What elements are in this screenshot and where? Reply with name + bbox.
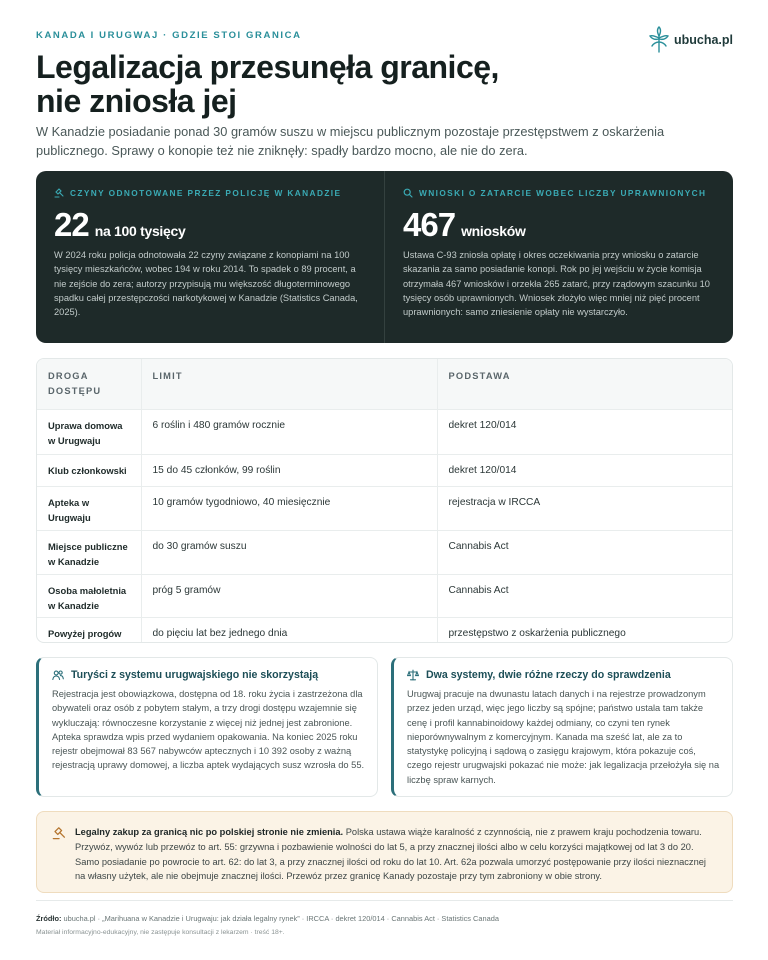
table-row [37, 531, 732, 575]
scale-icon [407, 669, 419, 681]
note-text [75, 825, 714, 884]
cell-route: Powyżej progów [37, 618, 141, 644]
access-routes-table [36, 358, 733, 643]
source-label: Źródło: [36, 914, 62, 923]
table-header-row [37, 359, 732, 410]
title-line-2: nie zniosła jej [36, 83, 237, 119]
table-row [37, 455, 732, 487]
stat-label: WNIOSKI O ZATARCIE WOBEC LICZBY UPRAWNIONYCH [403, 188, 715, 198]
table-row [37, 575, 732, 618]
legal-warning-note [36, 811, 733, 893]
stat-label: CZYNY ODNOTOWANE PRZEZ POLICJĘ W KANADZIE [54, 188, 366, 198]
note-body: Polska ustawa wiąże karalność z czynnością, nie z prawem kraju pochodzenia towaru. Przywóz, wywóz lub przewóz to art. 55: grzywna i pozbawienie wolności do lat 5, a przy znacznej ilości albo w celu korzyści majątkowej od lat 3 do 20. Samo posiadanie po powrocie to art. 62: do lat 3, a przy znacznej ilości od roku do lat 10. Art. 62a pozwala umorzyć postępowanie przy ilości nieznacznej na własny użytek, ale nie obejmuje znacznej ilości. Przewóz przez granicę Kanady pozostaje przy tym zabroniony w obie strony. [75, 827, 706, 882]
card-tourists [36, 657, 378, 797]
cell-limit: próg 5 gramów [141, 575, 437, 618]
logo-text: ubucha.pl [673, 33, 733, 47]
table-row [37, 410, 732, 455]
card-title: Turyści z systemu urugwajskiego nie skorzystają [52, 669, 365, 681]
stat-description: Ustawa C-93 zniosła opłatę i okres oczekiwania przy wniosku o zatarcie skazania za samo posiadanie konopi. Rok po jej wejściu w życie komisja otrzymała 467 wniosków i orzekła 265 zatarć, przy rządowym szacunku 10 tysięcy osób uprawnionych. Wniosek złożyło więc mniej niż pięć procent uprawnionych: samo zniesienie opłaty nie wystarczyło. [403, 250, 710, 318]
stat-figure [54, 205, 366, 245]
stat-number: 467 [403, 206, 456, 243]
cell-limit: 6 roślin i 480 gramów rocznie [141, 410, 437, 455]
cell-limit: 15 do 45 członków, 99 roślin [141, 455, 437, 487]
gavel-icon [54, 188, 64, 198]
cell-limit: do pięciu lat bez jednego dnia [141, 618, 437, 644]
card-text: Urugwaj pracuje na dwunastu latach danych i na rejestrze prowadzonym przez jeden urząd, więc jego liczby są spójne; państwo ustala tam także cenę i profil kannabinoidowy każdej odmiany, co czyni ten rynek nieporównywalnym z komercyjnym. Kanada ma sześć lat, ale za to statystykę policyjną i sądową o zasięgu krajowym, która pokazuje coś, czego rejestr urugwajski pokazać nie może: jak legalizacja przełożyła się na liczbę spraw karnych. [407, 689, 720, 785]
search-icon [403, 188, 413, 198]
cell-route: Apteka w Urugwaju [37, 487, 141, 531]
cell-route: Uprawa domowa w Urugwaju [37, 410, 141, 455]
cell-basis: Cannabis Act [437, 575, 732, 618]
disclaimer: Materiał informacyjno-edukacyjny, nie zastępuje konsultacji z lekarzem · treść 18+. [36, 929, 285, 936]
cell-route: Klub członkowski [37, 455, 141, 487]
stat-unit: na 100 tysięcy [94, 223, 186, 239]
card-text: Rejestracja jest obowiązkowa, dostępna od 18. roku życia i zastrzeżona dla obywateli oraz osób z pobytem stałym, a trzy drogi dostępu wzajemnie się wykluczają: równoczesne korzystanie z więcej niż jednej jest zabronione. Apteka sprawdza wpis przed wydaniem opakowania. Na koniec 2025 roku rejestr obejmował 83 567 nabywców aptecznych i 10 392 osoby z ważną rejestracją uprawy domowej, a liczba aptek wydających susz wzrosła do 55. [52, 689, 365, 771]
eyebrow: KANADA I URUGWAJ · GDZIE STOI GRANICA [36, 30, 302, 41]
cannabis-leaf-icon [649, 26, 669, 54]
table-row [37, 618, 732, 644]
intro-text: W Kanadzie posiadanie ponad 30 gramów suszu w miejscu publicznym pozostaje przestępstwem z oskarżenia publicznego. Sprawy o konopie też nie zniknęły: spadły bardzo mocno, ale nie do zera. [36, 124, 665, 158]
source-line [36, 914, 499, 923]
stat-description: W 2024 roku policja odnotowała 22 czyny związane z konopiami na 100 tysięcy mieszkańców, wobec 194 w roku 2014. To spadek o 89 procent, a nie zejście do zera; autorzy przypisują mu większość długoterminowego spadku całej przestępczości narkotykowej w Kanadzie (Statistics Canada, 2025). [54, 250, 358, 318]
stat-expungement-requests [384, 171, 733, 343]
footer-divider [36, 900, 733, 901]
column-header-limit: LIMIT [141, 359, 437, 410]
cell-basis: przestępstwo z oskarżenia publicznego [437, 618, 732, 644]
stat-unit: wniosków [461, 223, 526, 239]
column-header-basis: PODSTAWA [437, 359, 732, 410]
cell-basis: dekret 120/014 [437, 410, 732, 455]
logo[interactable] [649, 26, 733, 54]
cell-limit: do 30 gramów suszu [141, 531, 437, 575]
info-cards [36, 657, 733, 797]
stat-figure [403, 205, 715, 245]
title-line-1: Legalizacja przesunęła granicę, [36, 49, 499, 85]
cell-route: Miejsce publiczne w Kanadzie [37, 531, 141, 575]
cell-basis: rejestracja w IRCCA [437, 487, 732, 531]
stat-police-offences [36, 171, 384, 343]
column-header-route: DROGA DOSTĘPU [37, 359, 141, 410]
card-two-systems [391, 657, 733, 797]
page-title [36, 50, 636, 118]
table-row [37, 487, 732, 531]
source-text: ubucha.pl · „Marihuana w Kanadzie i Urugwaju: jak działa legalny rynek” · IRCCA · dekret 120/014 · Cannabis Act · Statistics Canada [61, 914, 499, 923]
cell-basis: Cannabis Act [437, 531, 732, 575]
stat-number: 22 [54, 206, 89, 243]
cell-limit: 10 gramów tygodniowo, 40 miesięcznie [141, 487, 437, 531]
card-title: Dwa systemy, dwie różne rzeczy do sprawdzenia [407, 669, 720, 681]
cell-route: Osoba małoletnia w Kanadzie [37, 575, 141, 618]
note-lead: Legalny zakup za granicą nic po polskiej stronie nie zmienia. [75, 827, 344, 837]
gavel-icon [52, 826, 66, 840]
users-icon [52, 669, 64, 681]
cell-basis: dekret 120/014 [437, 455, 732, 487]
stats-panel [36, 171, 733, 343]
